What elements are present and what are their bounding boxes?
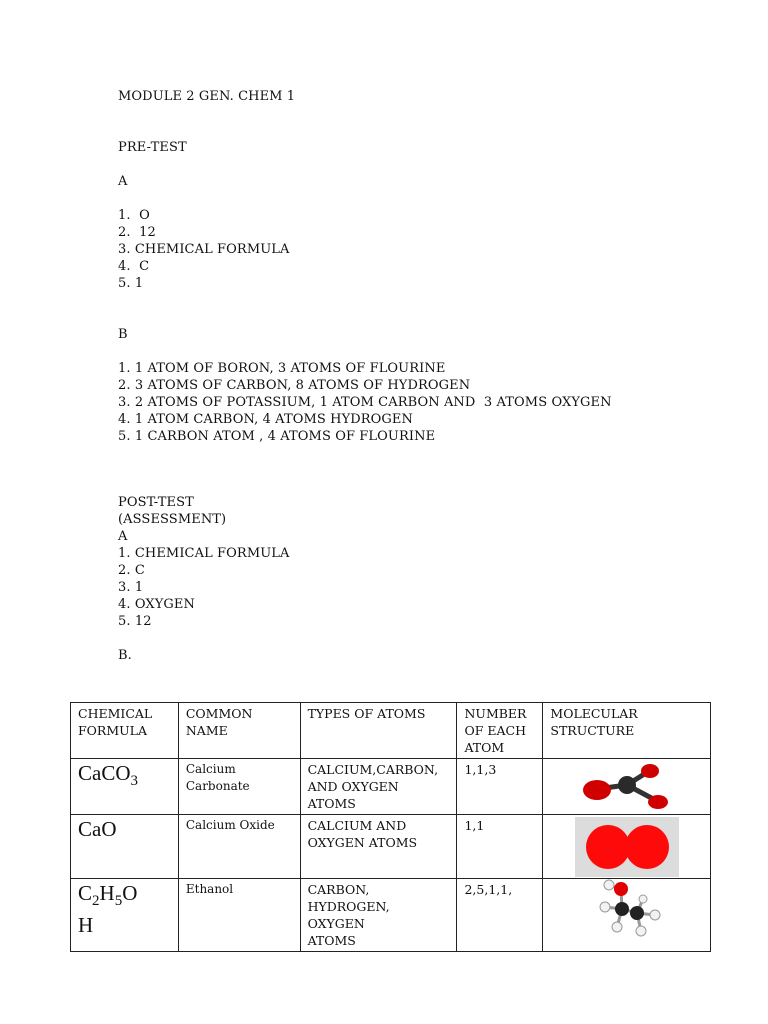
formula-cell: CaCO$_3$ [71, 759, 179, 815]
list-item: 5. 1 CARBON ATOM , 4 ATOMS OF FLOURINE [118, 429, 436, 444]
posttest-part-a-label: A [118, 529, 128, 544]
structure-cell [543, 815, 711, 879]
calcium-carbonate-molecule-icon [577, 759, 677, 813]
page-title: MODULE 2 GEN. CHEM 1 [118, 89, 296, 104]
table-row [71, 759, 711, 815]
list-item: 4. 1 ATOM CARBON, 4 ATOMS HYDROGEN [118, 412, 413, 427]
types-cell: CALCIUM AND OXYGEN ATOMS [300, 815, 457, 879]
posttest-heading: POST-TEST [118, 495, 194, 510]
pretest-heading: PRE-TEST [118, 140, 187, 155]
list-item: 2. C [118, 563, 145, 578]
pretest-part-b-list [118, 360, 612, 445]
list-item: 5. 1 [118, 276, 144, 291]
table-header-row [71, 703, 711, 759]
list-item: 1. CHEMICAL FORMULA [118, 546, 290, 561]
table-row [71, 815, 711, 879]
table-row [71, 879, 711, 952]
common-name-cell: Ethanol [178, 879, 300, 952]
pretest-part-b-label: B [118, 327, 128, 342]
number-cell: 2,5,1,1, [457, 879, 543, 952]
structure-cell [543, 759, 711, 815]
header-molecular-structure: MOLECULAR STRUCTURE [543, 703, 711, 759]
number-cell: 1,1 [457, 815, 543, 879]
formula-cell: CaO [71, 815, 179, 879]
list-item: 4. C [118, 259, 150, 274]
header-common-name: COMMON NAME [178, 703, 300, 759]
list-item: 1. 1 ATOM OF BORON, 3 ATOMS OF FLOURINE [118, 361, 446, 376]
list-item: 4. OXYGEN [118, 597, 195, 612]
pretest-part-a-label: A [118, 174, 128, 189]
list-item: 3. CHEMICAL FORMULA [118, 242, 290, 257]
list-item: 3. 1 [118, 580, 144, 595]
list-item: 3. 2 ATOMS OF POTASSIUM, 1 ATOM CARBON AND 3 ATOMS OXYGEN [118, 395, 612, 410]
types-cell: CALCIUM,CARBON, AND OXYGEN ATOMS [300, 759, 457, 815]
answer-sheet [118, 88, 612, 664]
types-cell: CARBON, HYDROGEN, OXYGEN ATOMS [300, 879, 457, 952]
posttest-part-a-list [118, 545, 612, 630]
structure-cell [543, 879, 711, 952]
list-item: 2. 12 [118, 225, 156, 240]
formula-cell: $C_2H_5O$ H [71, 879, 179, 952]
pretest-part-a-list [118, 207, 612, 292]
list-item: 2. 3 ATOMS OF CARBON, 8 ATOMS OF HYDROGEN [118, 378, 471, 393]
header-number-of-each-atom: NUMBER OF EACH ATOM [457, 703, 543, 759]
list-item: 1. O [118, 208, 150, 223]
ethanol-molecule-icon [577, 879, 677, 939]
number-cell: 1,1,3 [457, 759, 543, 815]
list-item: 5. 12 [118, 614, 152, 629]
common-name-cell: Calcium Carbonate [178, 759, 300, 815]
chemical-table [70, 702, 711, 952]
posttest-part-b-label: B. [118, 648, 132, 663]
header-types-of-atoms: TYPES OF ATOMS [300, 703, 457, 759]
header-chemical-formula: CHEMICAL FORMULA [71, 703, 179, 759]
calcium-oxide-molecule-icon [575, 815, 679, 877]
posttest-subheading: (ASSESSMENT) [118, 512, 227, 527]
common-name-cell: Calcium Oxide [178, 815, 300, 879]
